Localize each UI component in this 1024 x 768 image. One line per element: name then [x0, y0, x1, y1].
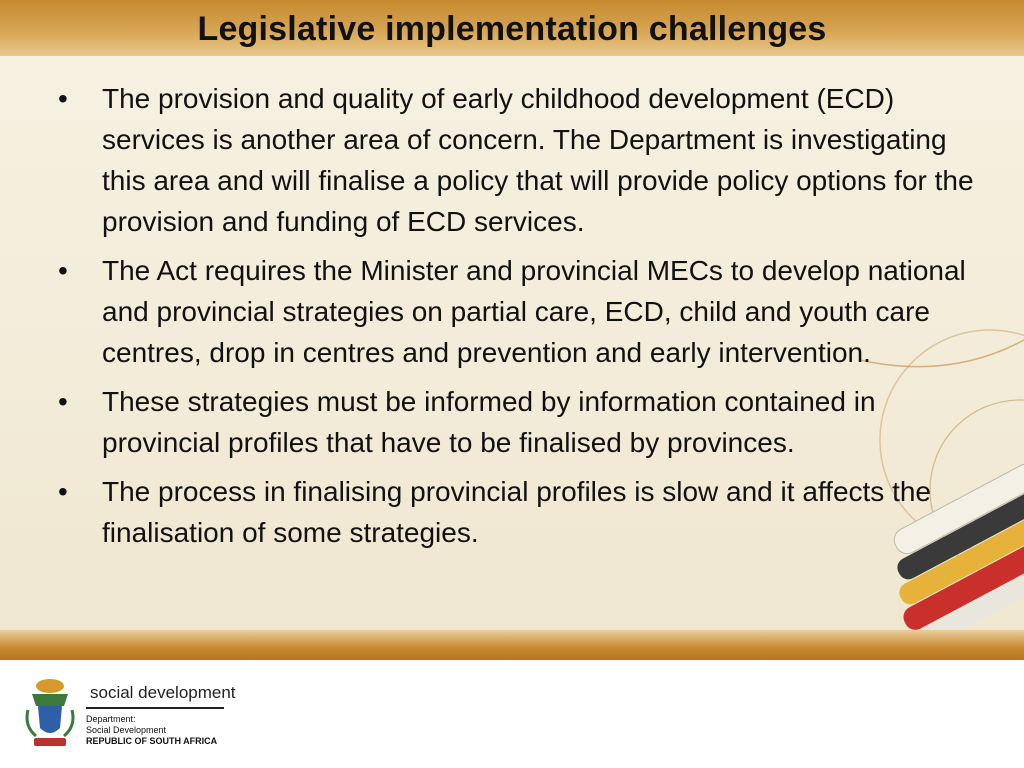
- bullet-marker: •: [58, 255, 68, 286]
- bullet-item: [58, 471, 978, 553]
- bullet-item: [58, 250, 978, 373]
- bullet-text: The provision and quality of early childhood development (ECD) services is another area of concern. The Department is investigating this area and will finalise a policy that will provide policy options for the provision and funding of ECD services.: [102, 83, 974, 237]
- department-line: Department:: [86, 714, 136, 724]
- department-line: Social Development: [86, 725, 167, 735]
- bullet-marker: •: [58, 476, 68, 507]
- slide-title: Legislative implementation challenges: [197, 10, 827, 48]
- bullet-item: [58, 381, 978, 463]
- bullet-marker: •: [58, 386, 68, 417]
- department-text: [86, 714, 217, 747]
- brand-name: social development: [90, 683, 236, 702]
- footer-band: [0, 630, 1024, 660]
- coat-of-arms-icon: [22, 676, 78, 752]
- bullet-item: [58, 78, 978, 242]
- bullet-text: The process in finalising provincial profiles is slow and it affects the finalisation of some strategies.: [102, 476, 931, 548]
- bullet-text: These strategies must be informed by information contained in provincial profiles that have to be finalised by provinces.: [102, 386, 876, 458]
- bullet-text: The Act requires the Minister and provincial MECs to develop national and provincial strategies on partial care, ECD, child and youth care centres, drop in centres and prevention and early intervention.: [102, 255, 966, 368]
- department-line: REPUBLIC OF SOUTH AFRICA: [86, 736, 218, 746]
- bullet-list: [58, 78, 978, 561]
- brand-divider: [86, 707, 224, 709]
- bullet-marker: •: [58, 83, 68, 114]
